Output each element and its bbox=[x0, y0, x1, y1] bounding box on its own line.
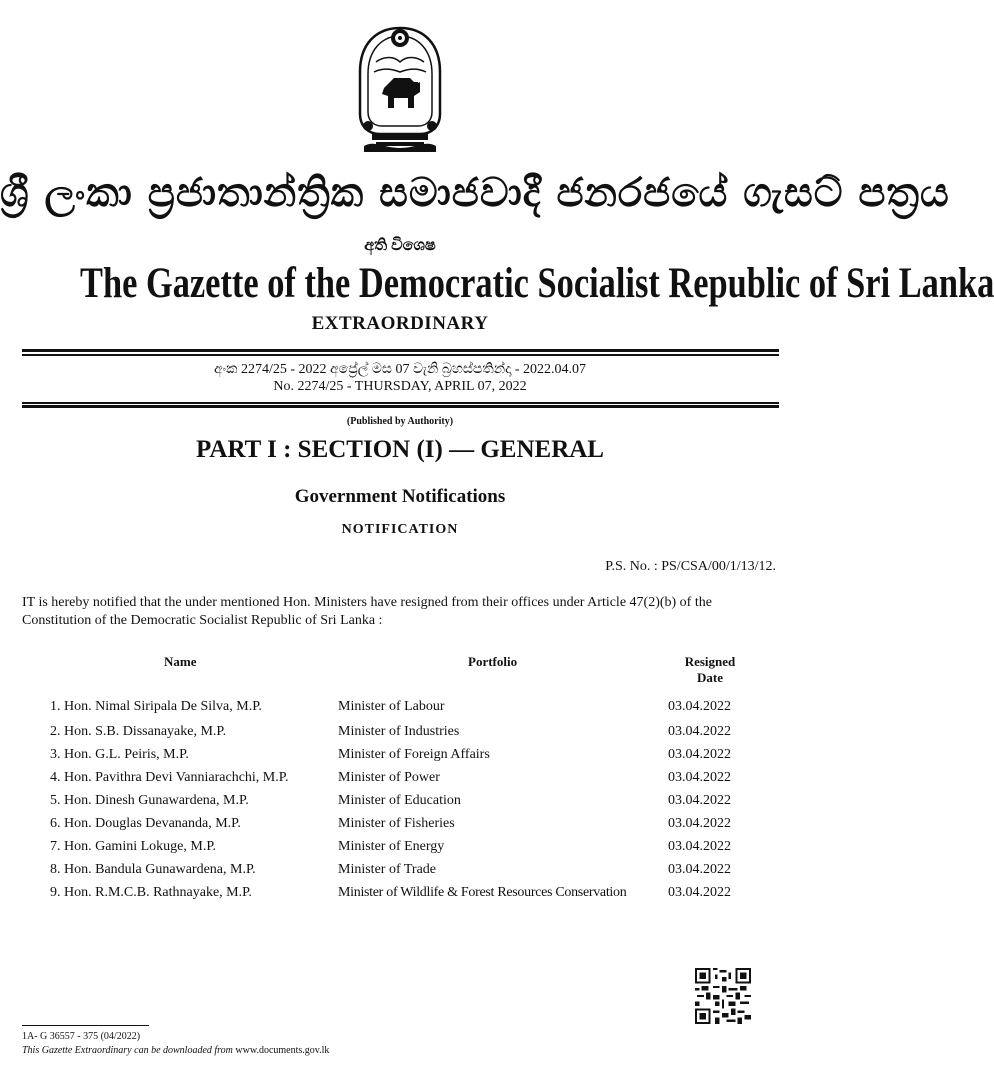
minister-portfolio: Minister of Fisheries bbox=[338, 816, 455, 831]
minister-name: 9. Hon. R.M.C.B. Rathnayake, M.P. bbox=[50, 885, 252, 900]
resigned-date: 03.04.2022 bbox=[668, 793, 731, 808]
government-notifications-heading: Government Notifications bbox=[294, 486, 506, 507]
table-row bbox=[0, 838, 800, 860]
minister-name: 1. Hon. Nimal Siripala De Silva, M.P. bbox=[50, 699, 262, 714]
minister-portfolio: Minister of Industries bbox=[338, 724, 460, 739]
issue-line-sinhala: අංක 2274/25 - 2022 අප්‍රේල් මස 07 වැනි බ්‍රහස්පතින්දා - 2022.04.07 bbox=[213, 362, 587, 377]
table-row bbox=[0, 769, 800, 791]
header-rule-thin bbox=[22, 354, 779, 356]
qr-code-icon bbox=[695, 968, 751, 1024]
footer-rule bbox=[22, 1025, 149, 1026]
minister-portfolio: Minister of Labour bbox=[338, 699, 445, 714]
emblem-icon bbox=[354, 22, 446, 154]
resigned-date: 03.04.2022 bbox=[668, 699, 731, 714]
print-code: 1A- G 36557 - 375 (04/2022) bbox=[22, 1031, 141, 1042]
resigned-date: 03.04.2022 bbox=[668, 724, 731, 739]
minister-portfolio: Minister of Wildlife & Forest Resources Conservation bbox=[338, 885, 627, 900]
table-row bbox=[0, 884, 800, 906]
minister-name: 4. Hon. Pavithra Devi Vanniarachchi, M.P. bbox=[50, 770, 289, 785]
table-row bbox=[0, 792, 800, 814]
header-rule-thick bbox=[22, 349, 779, 352]
column-header-name: Name bbox=[164, 654, 197, 669]
table-row bbox=[0, 723, 800, 745]
notification-label: NOTIFICATION bbox=[341, 522, 459, 537]
extraordinary-label: EXTRAORDINARY bbox=[311, 313, 489, 334]
resigned-date: 03.04.2022 bbox=[668, 885, 731, 900]
resigned-date: 03.04.2022 bbox=[668, 816, 731, 831]
issue-line-english: No. 2274/25 - THURSDAY, APRIL 07, 2022 bbox=[273, 379, 527, 394]
issue-rule-thin bbox=[22, 402, 779, 404]
minister-name: 7. Hon. Gamini Lokuge, M.P. bbox=[50, 839, 217, 854]
issue-rule-thick bbox=[22, 405, 779, 408]
part-section-title: PART I : SECTION (I) — GENERAL bbox=[196, 436, 604, 463]
column-header-resigned-date bbox=[672, 654, 748, 686]
download-note bbox=[22, 1044, 329, 1057]
intro-paragraph: IT is hereby notified that the under mentioned Hon. Ministers have resigned from their offices under Article 47(2)(b) of the Constitution of the Democratic Socialist Republic of Sri Lanka : bbox=[22, 595, 712, 628]
ps-number: P.S. No. : PS/CSA/00/1/13/12. bbox=[605, 559, 776, 574]
download-link[interactable]: www.documents.gov.lk bbox=[235, 1045, 330, 1056]
minister-name: 2. Hon. S.B. Dissanayake, M.P. bbox=[50, 724, 227, 739]
resigned-date: 03.04.2022 bbox=[668, 747, 731, 762]
published-by-authority: (Published by Authority) bbox=[346, 416, 454, 427]
minister-name: 3. Hon. G.L. Peiris, M.P. bbox=[50, 747, 189, 762]
resigned-header-line1: Resigned bbox=[684, 654, 736, 669]
resigned-date: 03.04.2022 bbox=[668, 839, 731, 854]
extraordinary-sinhala: අති විශෙෂ bbox=[364, 237, 436, 254]
minister-portfolio: Minister of Energy bbox=[338, 839, 445, 854]
minister-name: 6. Hon. Douglas Devananda, M.P. bbox=[50, 816, 241, 831]
table-row bbox=[0, 746, 800, 768]
gazette-title-english: The Gazette of the Democratic Socialist Republic of Sri Lanka bbox=[80, 260, 994, 307]
minister-name: 8. Hon. Bandula Gunawardena, M.P. bbox=[50, 862, 256, 877]
gazette-title-sinhala: ශ්‍රී ලංකා ප්‍රජාතාන්ත්‍රික සමාජවාදී ජනරජයේ ගැසට් පත්‍රය bbox=[0, 169, 950, 216]
minister-portfolio: Minister of Power bbox=[338, 770, 440, 785]
download-text: This Gazette Extraordinary can be downloaded from bbox=[22, 1045, 233, 1056]
minister-portfolio: Minister of Foreign Affairs bbox=[338, 747, 490, 762]
table-row bbox=[0, 815, 800, 837]
table-row bbox=[0, 861, 800, 883]
minister-portfolio: Minister of Education bbox=[338, 793, 461, 808]
minister-portfolio: Minister of Trade bbox=[338, 862, 436, 877]
table-row bbox=[0, 698, 800, 720]
resigned-date: 03.04.2022 bbox=[668, 862, 731, 877]
column-header-portfolio: Portfolio bbox=[468, 654, 518, 669]
resigned-date: 03.04.2022 bbox=[668, 770, 731, 785]
resigned-header-line2: Date bbox=[697, 670, 723, 685]
minister-name: 5. Hon. Dinesh Gunawardena, M.P. bbox=[50, 793, 249, 808]
